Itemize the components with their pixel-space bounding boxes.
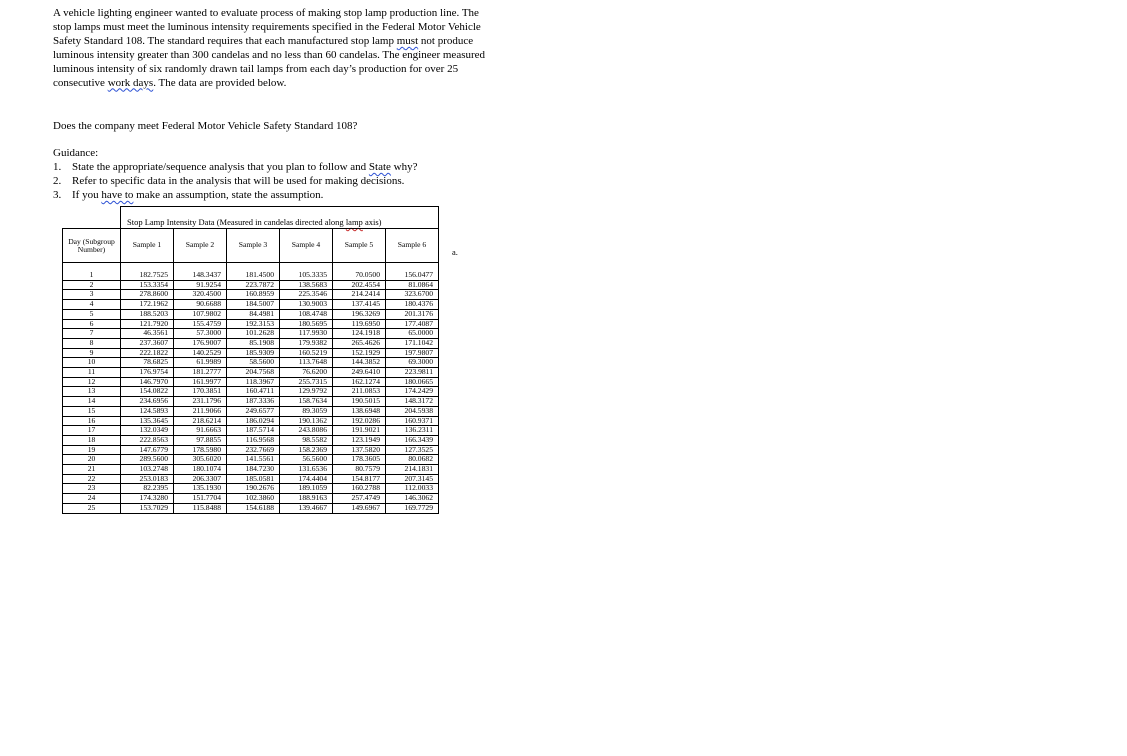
sample-cell: 174.2429 xyxy=(386,387,439,397)
sample-cell: 176.9754 xyxy=(121,368,174,378)
sample-cell: 85.1908 xyxy=(227,338,280,348)
sample-cell: 166.3439 xyxy=(386,435,439,445)
sample-cell: 91.9254 xyxy=(174,280,227,290)
sample-cell: 76.6200 xyxy=(280,368,333,378)
sample-cell: 140.2529 xyxy=(174,348,227,358)
sample-cell: 178.5980 xyxy=(174,445,227,455)
sample-cell: 139.4667 xyxy=(280,503,333,513)
sample-cell: 151.7704 xyxy=(174,494,227,504)
table-header-row xyxy=(63,229,439,263)
sample-cell: 158.2369 xyxy=(280,445,333,455)
sample-cell: 147.6779 xyxy=(121,445,174,455)
sample-cell: 127.3525 xyxy=(386,445,439,455)
table-caption: Stop Lamp Intensity Data (Measured in candelas directed along lamp axis) xyxy=(127,217,382,227)
sample-cell: 98.5582 xyxy=(280,435,333,445)
guidance-text: make an assumption, state the assumption. xyxy=(133,189,324,201)
sample-cell: 116.9568 xyxy=(227,435,280,445)
day-cell: 16 xyxy=(63,416,121,426)
day-cell: 12 xyxy=(63,377,121,387)
day-cell: 17 xyxy=(63,426,121,436)
sample-cell: 81.0864 xyxy=(386,280,439,290)
table-caption-box xyxy=(120,206,439,228)
problem-statement: A vehicle lighting engineer wanted to evaluate process of making stop lamp production line. The stop lamps must meet the luminous intensity requirements specified in the Federal Motor Vehicle Safety Standard 108. The standard requires that each manufactured stop lamp must not produce luminous intensity greater than 300 candelas and no less than 60 candelas. The engineer measured luminous intensity of six randomly drawn tail lamps from each day’s production for over 25 consecutive work days. The data are provided below. xyxy=(53,7,486,89)
day-cell: 3 xyxy=(63,290,121,300)
sample-cell: 129.9792 xyxy=(280,387,333,397)
sample-cell: 152.1929 xyxy=(333,348,386,358)
sample-cell: 101.2628 xyxy=(227,329,280,339)
sample-cell: 78.6825 xyxy=(121,358,174,368)
day-cell: 21 xyxy=(63,465,121,475)
sample-cell: 148.3437 xyxy=(174,263,227,281)
day-cell: 9 xyxy=(63,348,121,358)
sample-cell: 243.8086 xyxy=(280,426,333,436)
table-row xyxy=(63,309,439,319)
sample-cell: 234.6956 xyxy=(121,397,174,407)
sample-cell: 171.1042 xyxy=(386,338,439,348)
sample-cell: 58.5600 xyxy=(227,358,280,368)
sample-cell: 82.2395 xyxy=(121,484,174,494)
guidance-text-flagged: State xyxy=(368,161,391,173)
sample-cell: 214.1831 xyxy=(386,465,439,475)
sample-cell: 91.6663 xyxy=(174,426,227,436)
sample-cell: 158.7634 xyxy=(280,397,333,407)
question: Does the company meet Federal Motor Vehicle Safety Standard 108? xyxy=(53,120,358,132)
sample-cell: 155.4759 xyxy=(174,319,227,329)
guidance-text: State the appropriate/sequence analysis that you plan to follow and xyxy=(72,161,369,173)
table-row xyxy=(63,503,439,513)
spellcheck-work-days: work days xyxy=(107,76,154,89)
sample-cell: 201.3176 xyxy=(386,309,439,319)
guidance xyxy=(53,146,418,202)
sample-cell: 160.8959 xyxy=(227,290,280,300)
sample-cell: 222.1822 xyxy=(121,348,174,358)
sample-cell: 204.7568 xyxy=(227,368,280,378)
day-cell: 13 xyxy=(63,387,121,397)
sample-cell: 206.3307 xyxy=(174,474,227,484)
day-cell: 10 xyxy=(63,358,121,368)
sample-cell: 137.4145 xyxy=(333,300,386,310)
day-cell: 25 xyxy=(63,503,121,513)
sample-cell: 154.0822 xyxy=(121,387,174,397)
day-cell: 22 xyxy=(63,474,121,484)
guidance-text: Refer to specific data in the analysis that will be used for making decisions. xyxy=(72,175,405,187)
header-day: Day (Subgroup Number) xyxy=(63,229,121,263)
sample-cell: 80.7579 xyxy=(333,465,386,475)
sample-cell: 184.5007 xyxy=(227,300,280,310)
sample-cell: 197.9807 xyxy=(386,348,439,358)
sample-cell: 154.8177 xyxy=(333,474,386,484)
sample-cell: 190.2676 xyxy=(227,484,280,494)
sample-cell: 181.2777 xyxy=(174,368,227,378)
sample-cell: 118.3967 xyxy=(227,377,280,387)
spellcheck-lamp: lamp xyxy=(345,217,363,227)
sample-cell: 161.9977 xyxy=(174,377,227,387)
sample-cell: 278.8600 xyxy=(121,290,174,300)
sample-cell: 160.9371 xyxy=(386,416,439,426)
day-cell: 11 xyxy=(63,368,121,378)
sample-cell: 61.9989 xyxy=(174,358,227,368)
sample-cell: 136.2311 xyxy=(386,426,439,436)
sample-cell: 108.4748 xyxy=(280,309,333,319)
sample-cell: 289.5600 xyxy=(121,455,174,465)
guidance-number: 3. xyxy=(53,189,62,201)
guidance-title: Guidance: xyxy=(53,147,99,159)
sample-cell: 184.7230 xyxy=(227,465,280,475)
table-row xyxy=(63,426,439,436)
sample-cell: 187.3336 xyxy=(227,397,280,407)
sample-cell: 124.5893 xyxy=(121,406,174,416)
sample-cell: 46.3561 xyxy=(121,329,174,339)
sample-cell: 214.2414 xyxy=(333,290,386,300)
sample-cell: 160.2788 xyxy=(333,484,386,494)
header-sample-5: Sample 5 xyxy=(333,229,386,263)
header-sample-3: Sample 3 xyxy=(227,229,280,263)
sample-cell: 187.5714 xyxy=(227,426,280,436)
sample-cell: 172.1962 xyxy=(121,300,174,310)
sample-cell: 180.0665 xyxy=(386,377,439,387)
day-cell: 18 xyxy=(63,435,121,445)
sample-cell: 180.4376 xyxy=(386,300,439,310)
sample-cell: 174.4404 xyxy=(280,474,333,484)
sample-cell: 119.6950 xyxy=(333,319,386,329)
sample-cell: 185.0581 xyxy=(227,474,280,484)
sample-cell: 323.6700 xyxy=(386,290,439,300)
sample-cell: 121.7920 xyxy=(121,319,174,329)
day-cell: 1 xyxy=(63,263,121,281)
sample-cell: 218.6214 xyxy=(174,416,227,426)
sample-cell: 190.5015 xyxy=(333,397,386,407)
sample-cell: 257.4749 xyxy=(333,494,386,504)
table-row xyxy=(63,263,439,281)
table-row xyxy=(63,465,439,475)
guidance-text: why? xyxy=(390,161,418,173)
sample-cell: 107.9802 xyxy=(174,309,227,319)
sample-cell: 305.6020 xyxy=(174,455,227,465)
side-label: a. xyxy=(452,247,458,257)
sample-cell: 135.1930 xyxy=(174,484,227,494)
table-row xyxy=(63,338,439,348)
table-row xyxy=(63,397,439,407)
sample-cell: 225.3546 xyxy=(280,290,333,300)
sample-cell: 138.6948 xyxy=(333,406,386,416)
day-cell: 2 xyxy=(63,280,121,290)
sample-cell: 223.9811 xyxy=(386,368,439,378)
sample-cell: 174.3280 xyxy=(121,494,174,504)
sample-cell: 123.1949 xyxy=(333,435,386,445)
sample-cell: 265.4626 xyxy=(333,338,386,348)
sample-cell: 179.9382 xyxy=(280,338,333,348)
sample-cell: 160.5219 xyxy=(280,348,333,358)
sample-cell: 135.3645 xyxy=(121,416,174,426)
sample-cell: 188.5203 xyxy=(121,309,174,319)
sample-cell: 56.5600 xyxy=(280,455,333,465)
sample-cell: 204.5938 xyxy=(386,406,439,416)
sample-cell: 180.1074 xyxy=(174,465,227,475)
table-row xyxy=(63,300,439,310)
sample-cell: 231.1796 xyxy=(174,397,227,407)
sample-cell: 181.4500 xyxy=(227,263,280,281)
sample-cell: 249.6577 xyxy=(227,406,280,416)
sample-cell: 202.4554 xyxy=(333,280,386,290)
table-row xyxy=(63,368,439,378)
guidance-list xyxy=(53,160,418,202)
intensity-table xyxy=(62,228,439,514)
sample-cell: 190.1362 xyxy=(280,416,333,426)
sample-cell: 153.7029 xyxy=(121,503,174,513)
sample-cell: 188.9163 xyxy=(280,494,333,504)
spellcheck-must: must xyxy=(396,34,419,47)
sample-cell: 70.0500 xyxy=(333,263,386,281)
sample-cell: 211.0853 xyxy=(333,387,386,397)
sample-cell: 232.7669 xyxy=(227,445,280,455)
sample-cell: 182.7525 xyxy=(121,263,174,281)
header-sample-4: Sample 4 xyxy=(280,229,333,263)
sample-cell: 105.3335 xyxy=(280,263,333,281)
sample-cell: 255.7315 xyxy=(280,377,333,387)
sample-cell: 103.2748 xyxy=(121,465,174,475)
sample-cell: 223.7872 xyxy=(227,280,280,290)
guidance-item xyxy=(53,160,418,174)
day-cell: 6 xyxy=(63,319,121,329)
day-cell: 14 xyxy=(63,397,121,407)
table-row xyxy=(63,435,439,445)
sample-cell: 192.0286 xyxy=(333,416,386,426)
sample-cell: 176.9007 xyxy=(174,338,227,348)
sample-cell: 130.9003 xyxy=(280,300,333,310)
sample-cell: 69.3000 xyxy=(386,358,439,368)
sample-cell: 141.5561 xyxy=(227,455,280,465)
sample-cell: 90.6688 xyxy=(174,300,227,310)
sample-cell: 186.0294 xyxy=(227,416,280,426)
sample-cell: 253.0183 xyxy=(121,474,174,484)
sample-cell: 154.6188 xyxy=(227,503,280,513)
guidance-text-flagged: have to xyxy=(101,189,134,201)
header-sample-1: Sample 1 xyxy=(121,229,174,263)
header-sample-2: Sample 2 xyxy=(174,229,227,263)
sample-cell: 177.4087 xyxy=(386,319,439,329)
day-cell: 23 xyxy=(63,484,121,494)
day-cell: 4 xyxy=(63,300,121,310)
sample-cell: 113.7648 xyxy=(280,358,333,368)
sample-cell: 89.3059 xyxy=(280,406,333,416)
day-cell: 5 xyxy=(63,309,121,319)
sample-cell: 180.5695 xyxy=(280,319,333,329)
sample-cell: 156.0477 xyxy=(386,263,439,281)
sample-cell: 132.0349 xyxy=(121,426,174,436)
guidance-item xyxy=(53,174,418,188)
table-row xyxy=(63,329,439,339)
sample-cell: 146.3062 xyxy=(386,494,439,504)
sample-cell: 148.3172 xyxy=(386,397,439,407)
sample-cell: 84.4981 xyxy=(227,309,280,319)
guidance-item xyxy=(53,188,418,202)
sample-cell: 117.9930 xyxy=(280,329,333,339)
sample-cell: 144.3852 xyxy=(333,358,386,368)
sample-cell: 196.3269 xyxy=(333,309,386,319)
day-cell: 8 xyxy=(63,338,121,348)
sample-cell: 115.8488 xyxy=(174,503,227,513)
sample-cell: 65.0000 xyxy=(386,329,439,339)
sample-cell: 153.3354 xyxy=(121,280,174,290)
sample-cell: 189.1059 xyxy=(280,484,333,494)
sample-cell: 80.0682 xyxy=(386,455,439,465)
sample-cell: 222.8563 xyxy=(121,435,174,445)
sample-cell: 185.9309 xyxy=(227,348,280,358)
day-cell: 24 xyxy=(63,494,121,504)
sample-cell: 211.9066 xyxy=(174,406,227,416)
sample-cell: 162.1274 xyxy=(333,377,386,387)
sample-cell: 207.3145 xyxy=(386,474,439,484)
guidance-text: If you xyxy=(72,189,102,201)
sample-cell: 191.9021 xyxy=(333,426,386,436)
sample-cell: 137.5820 xyxy=(333,445,386,455)
sample-cell: 97.8855 xyxy=(174,435,227,445)
sample-cell: 170.3851 xyxy=(174,387,227,397)
sample-cell: 320.4500 xyxy=(174,290,227,300)
header-sample-6: Sample 6 xyxy=(386,229,439,263)
guidance-number: 1. xyxy=(53,161,62,173)
table-row xyxy=(63,494,439,504)
guidance-number: 2. xyxy=(53,175,62,187)
sample-cell: 249.6410 xyxy=(333,368,386,378)
sample-cell: 146.7970 xyxy=(121,377,174,387)
sample-cell: 178.3605 xyxy=(333,455,386,465)
sample-cell: 149.6967 xyxy=(333,503,386,513)
sample-cell: 112.0033 xyxy=(386,484,439,494)
sample-cell: 192.3153 xyxy=(227,319,280,329)
sample-cell: 237.3607 xyxy=(121,338,174,348)
sample-cell: 124.1918 xyxy=(333,329,386,339)
sample-cell: 102.3860 xyxy=(227,494,280,504)
sample-cell: 131.6536 xyxy=(280,465,333,475)
table-body xyxy=(63,263,439,514)
day-cell: 19 xyxy=(63,445,121,455)
table-row xyxy=(63,406,439,416)
day-cell: 7 xyxy=(63,329,121,339)
sample-cell: 57.3000 xyxy=(174,329,227,339)
sample-cell: 138.5683 xyxy=(280,280,333,290)
sample-cell: 169.7729 xyxy=(386,503,439,513)
day-cell: 20 xyxy=(63,455,121,465)
day-cell: 15 xyxy=(63,406,121,416)
sample-cell: 160.4711 xyxy=(227,387,280,397)
